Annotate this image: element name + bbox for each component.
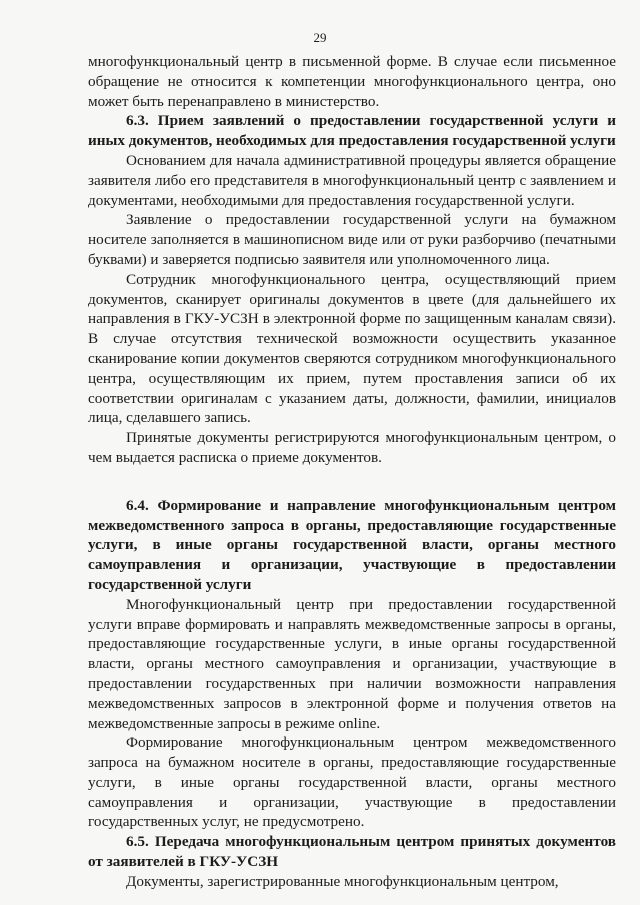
page-number: 29: [313, 30, 327, 45]
paragraph: Основанием для начала административной процедуры является обращение заявителя либо его представителя в многофункциональный центр с заявлением и документами, необходимыми для предоставления государственной услуги.: [88, 151, 616, 209]
paragraph-continuation: многофункциональный центр в письменной форме. В случае если письменное обращение не относится к компетенции многофункционального центра, оно может быть перенаправлено в министерство.: [88, 53, 616, 110]
section-heading-6-3: 6.3. Прием заявлений о предоставлении государственной услуги и иных документов, необходимых для предоставления государственной услуги: [88, 112, 616, 150]
paragraph: Заявление о предоставлении государственной услуги на бумажном носителе заполняется в машинописном виде или от руки разборчиво (печатными буквами) и заверяется подписью заявителя или уполномоченного лица.: [88, 211, 616, 268]
section-heading-6-5: 6.5. Передача многофункциональным центром принятых документов от заявителей в ГКУ-УСЗН: [88, 833, 616, 871]
paragraph: Многофункциональный центр при предоставлении государственной услуги вправе формировать и направлять межведомственные запросы в органы, предоставляющие государственные услуги, в иные органы государственной власти, органы местного самоуправления и организации, участвующие в предоставлении государственных при наличии возможности направления межведомственных запросов в электронной форме и получения ответов на межведомственные запросы в режиме online.: [88, 595, 616, 732]
paragraph: Формирование многофункциональным центром межведомственного запроса на бумажном носителе в органы, предоставляющие государственные услуги, в иные органы государственной власти, органы местного самоуправления и организации, участвующие в предоставлении государственных услуг, не предусмотрено.: [88, 734, 616, 831]
paragraph: Документы, зарегистрированные многофункциональным центром,: [126, 872, 559, 890]
paragraph: Принятые документы регистрируются многофункциональным центром, о чем выдается расписка о приеме документов.: [88, 429, 616, 466]
section-heading-6-4: 6.4. Формирование и направление многофункциональным центром межведомственного запроса в органы, предоставляющие государственные услуги, в иные органы государственной власти, органы местного самоуправления и организации, участвующие в предоставлении государственной услуги: [88, 496, 616, 593]
document-body: [88, 52, 616, 892]
paragraph: Сотрудник многофункционального центра, осуществляющий прием документов, сканирует оригиналы документов в цвете (для дальнейшего их направления в ГКУ-УСЗН в электронной форме по защищенным каналам связи). В случае отсутствия технической возможности осуществить указанное сканирование копии документов сверяются сотрудником многофункционального центра, осуществляющим их прием, путем проставления записи об их соответствии оригиналам с указанием даты, должности, фамилии, инициалов лица, сделавшего запись.: [88, 270, 616, 427]
